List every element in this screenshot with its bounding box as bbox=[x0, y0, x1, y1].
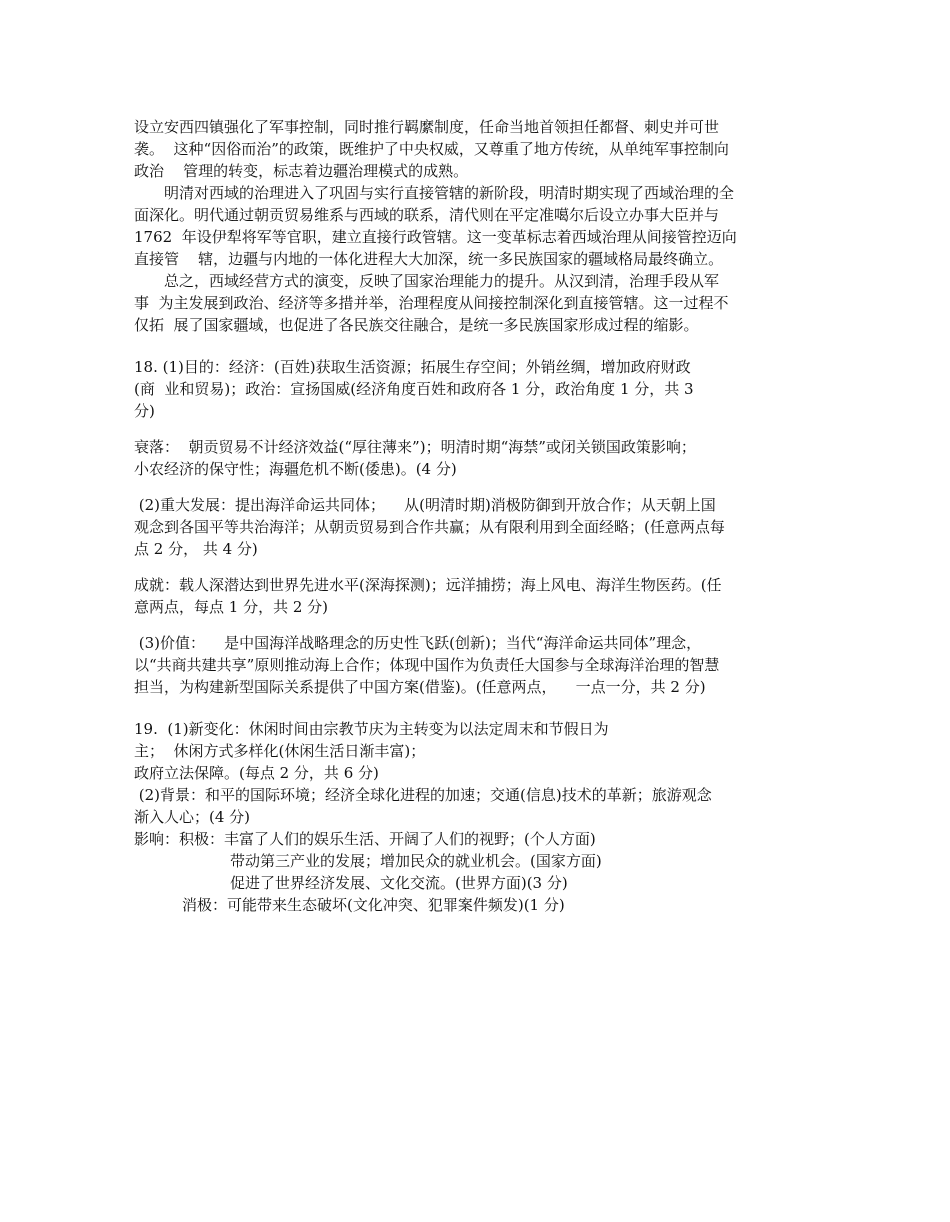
text-line: 1762 年设伊犁将军等官职，建立直接行政管辖。这一变革标志着西域治理从间接管控迈向 bbox=[134, 228, 737, 246]
text-line: (3)价值： 是中国海洋战略理念的历史性飞跃(创新)；当代“海洋命运共同体”理念， bbox=[134, 634, 702, 652]
text-line: 直接管 辖，边疆与内地的一体化进程大大加深，统一多民族国家的疆域格局最终确立。 bbox=[134, 250, 724, 268]
answer-18-part-2 bbox=[134, 494, 824, 560]
text-line: (2)背景：和平的国际环境；经济全球化进程的加速；交通(信息)技术的革新；旅游观念 bbox=[134, 786, 712, 804]
answer-18-part-1 bbox=[134, 356, 824, 422]
text-line: 政治 管理的转变，标志着边疆治理模式的成熟。 bbox=[134, 162, 469, 180]
text-line: 事 为主发展到政治、经济等多措并举，治理程度从间接控制深化到直接管辖。这一过程不 bbox=[134, 294, 729, 312]
answer-18-decline bbox=[134, 436, 824, 480]
answer-18-achievements bbox=[134, 574, 824, 618]
text-line: 设立安西四镇强化了军事控制，同时推行羁縻制度，任命当地首领担任都督、刺史并可世 bbox=[134, 118, 720, 136]
answer-19-part-1 bbox=[134, 718, 824, 784]
paragraph-summary bbox=[134, 270, 824, 336]
text-line: 影响：积极：丰富了人们的娱乐生活、开阔了人们的视野；(个人方面) bbox=[134, 830, 596, 848]
text-line: 袭。 这种“因俗而治”的政策，既维护了中央权威，又尊重了地方传统，从单纯军事控制向 bbox=[134, 140, 729, 158]
text-line: 以“共商共建共享”原则推动海上合作；体现中国作为负责任大国参与全球海洋治理的智慧 bbox=[134, 656, 720, 674]
text-line: (商 业和贸易)；政治：宣扬国威(经济角度百姓和政府各 1 分，政治角度 1 分，共 3 bbox=[134, 380, 694, 398]
text-line: 衰落： 朝贡贸易不计经济效益(“厚往薄来”)；明清时期“海禁”或闭关锁国政策影响； bbox=[134, 438, 696, 456]
text-line: 观念到各国平等共治海洋；从朝贡贸易到合作共赢；从有限利用到全面经略；(任意两点每 bbox=[134, 518, 725, 536]
text-line: 消极：可能带来生态破坏(文化冲突、犯罪案件频发)(1 分) bbox=[182, 896, 565, 914]
document-page bbox=[134, 116, 824, 916]
text-line: 担当，为构建新型国际关系提供了中国方案(借鉴)。(任意两点， 一点一分，共 2 分) bbox=[134, 678, 706, 696]
text-line: 意两点，每点 1 分，共 2 分) bbox=[134, 598, 329, 616]
text-line: 小农经济的保守性；海疆危机不断(倭患)。(4 分) bbox=[134, 460, 457, 478]
text-line: 主； 休闲方式多样化(休闲生活日渐丰富)； bbox=[134, 742, 426, 760]
paragraph-ming-qing bbox=[134, 182, 824, 270]
text-line: 仅拓 展了国家疆域，也促进了各民族交往融合，是统一多民族国家形成过程的缩影。 bbox=[134, 316, 699, 334]
text-line: 面深化。明代通过朝贡贸易维系与西域的联系，清代则在平定准噶尔后设立办事大臣并与 bbox=[134, 206, 720, 224]
text-line: 分) bbox=[134, 402, 155, 420]
text-line: 18. (1)目的：经济：(百姓)获取生活资源；拓展生存空间；外销丝绸，增加政府财政 bbox=[134, 358, 691, 376]
answer-18-part-3 bbox=[134, 632, 824, 698]
text-line: 渐入人心；(4 分) bbox=[134, 808, 251, 826]
text-line: 总之，西域经营方式的演变，反映了国家治理能力的提升。从汉到清，治理手段从军 bbox=[164, 272, 720, 290]
paragraph-tang-control bbox=[134, 116, 824, 182]
text-line: 点 2 分， 共 4 分) bbox=[134, 540, 258, 558]
text-line: 促进了世界经济发展、文化交流。(世界方面)(3 分) bbox=[230, 874, 568, 892]
answer-19-part-2 bbox=[134, 784, 824, 916]
text-line: 明清对西域的治理进入了巩固与实行直接管辖的新阶段，明清时期实现了西域治理的全 bbox=[164, 184, 735, 202]
text-line: 带动第三产业的发展；增加民众的就业机会。(国家方面) bbox=[230, 852, 602, 870]
text-line: 成就：载人深潜达到世界先进水平(深海探测)；远洋捕捞；海上风电、海洋生物医药。(任 bbox=[134, 576, 722, 594]
text-line: (2)重大发展：提出海洋命运共同体； 从(明清时期)消极防御到开放合作；从天朝上国 bbox=[134, 496, 716, 514]
text-line: 政府立法保障。(每点 2 分，共 6 分) bbox=[134, 764, 379, 782]
text-line: 19. (1)新变化：休闲时间由宗教节庆为主转变为以法定周末和节假日为 bbox=[134, 720, 609, 738]
